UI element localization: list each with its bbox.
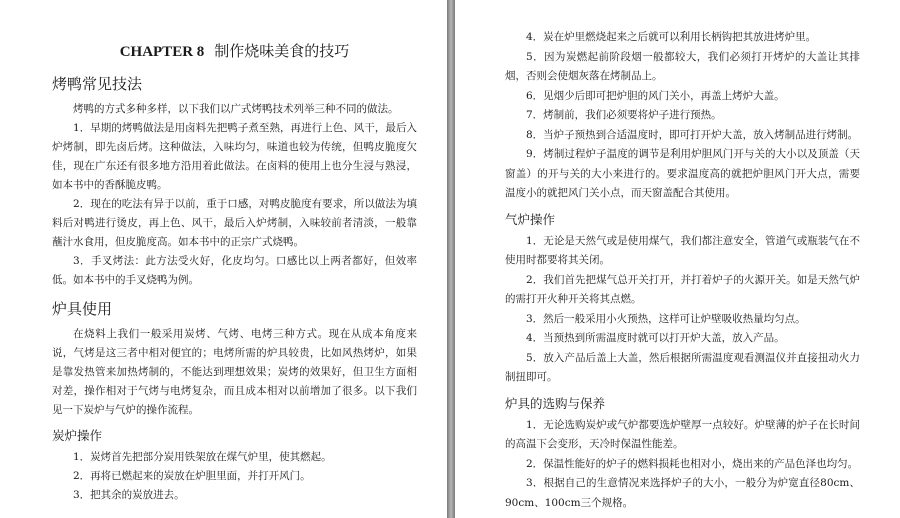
chapter-number: CHAPTER 8 (119, 44, 205, 60)
section-heading-stove-use: 炉具使用 (52, 300, 113, 318)
paragraph: 2．我们首先把煤气总开关打开，并打着炉子的火源开关。如是天然气炉的需打开火种开关将其点燃。 (505, 273, 860, 305)
paragraph: 在烧料上我们一般采用炭烤、气烤、电烤三种方式。现在从成本角度来说，气烤是这三者中相对便宜的；电烤所需的炉具较贵，比如风热烤炉，如果是靠发热管来加热烤制的，不能达到理想效果；炭烤的效果好，但卫生方面相对差，操作相对于气烤与电烤复杂，而且成本相对以前增加了很多。以下我们见一下炭炉与气炉的操作流程。 (52, 328, 417, 416)
paragraph: 烤鸭的方式多种多样，以下我们以广式烤鸭技术列举三种不同的做法。 (73, 103, 399, 115)
paragraph: 9．烤制过程炉子温度的调节是利用炉胆风门开与关的大小以及顶盖（天窗盖）的开与关的大小来进行的。要求温度高的就把炉胆风门开大点，需要温度小的就把风门关小点，而天窗盖配合其使用。 (505, 148, 860, 199)
paragraph: 4．炭在炉里燃烧起来之后就可以利用长柄钩把其放进烤炉里。 (526, 31, 817, 43)
paragraph: 8．当炉子预热到合适温度时，即可打开炉大盖，放入烤制品进行烤制。 (526, 128, 859, 141)
paragraph: 1．早期的烤鸭做法是用卤料先把鸭子煮至熟，再进行上色、风干，最后入炉烤制，即先卤后烤。这种做法，入味均匀，味道也较为传统，但鸭皮脆度欠佳，现在广东还有很多地方沿用着此做法。在卤料的使用上也分生浸与熟浸，如本书中的香酥脆皮鸭。 (52, 122, 417, 191)
page-gutter (447, 0, 455, 518)
section-heading-roast-duck: 烤鸭常见技法 (52, 75, 143, 93)
left-page (0, 0, 447, 518)
subsection-heading-charcoal-stove: 炭炉操作 (52, 428, 103, 443)
paragraph: 2．再将已燃起来的炭放在炉胆里面，并打开风门。 (73, 470, 311, 482)
paragraph: 1．炭烤首先把部分炭用铁架放在煤气炉里，使其燃起。 (73, 451, 332, 463)
chapter-title: 制作烧味美食的技巧 (214, 42, 350, 60)
paragraph: 6．见烟少后即可把炉胆的风门关小，再盖上烤炉大盖。 (526, 89, 785, 102)
paragraph: 3．手叉烤法：此方法受火好，化皮均匀。口感比以上两者都好，但效率低。如本书中的手叉烧鸭为例。 (52, 255, 417, 286)
subsection-heading-gas-stove: 气炉操作 (505, 211, 556, 227)
paragraph: 7．烤制前，我们必须要将炉子进行预热。 (526, 109, 722, 121)
subsection-heading-stove-purchase: 炉具的选购与保养 (505, 395, 606, 411)
chapter-heading (52, 40, 417, 61)
paragraph: 5．放入产品后盖上大盖，然后根据所需温度观看测温仪并直接扭动火力制扭即可。 (505, 351, 860, 383)
paragraph: 2．保温性能好的炉子的燃料损耗也相对小，烧出来的产品色泽也均匀。 (526, 457, 859, 470)
paragraph: 2．现在的吃法有异于以前，重于口感，对鸭皮脆度有要求，所以做法为填料后对鸭进行烫皮，再上色、风干，最后入炉烤制，入味较前者清淡，一般靠蘸汁水食用，但皮脆度高。如本书中的正宗广式烧鸭。 (52, 198, 417, 248)
paragraph: 3．然后一般采用小火预热，这样可让炉壁吸收热量均匀点。 (526, 312, 806, 325)
paragraph: 5．因为炭燃起前阶段烟一般都较大，我们必须打开烤炉的大盖让其排烟，否则会使烟灰落在烤制品上。 (505, 50, 860, 82)
paragraph: 4．当预热到所需温度时就可以打开炉大盖，放入产品。 (526, 332, 785, 344)
paragraph: 1．无论是天然气或是使用煤气，我们都注意安全，管道气或瓶装气在不使用时都要将其关闭。 (505, 234, 860, 266)
paragraph: 1．无论选购炭炉或气炉都要选炉壁厚一点较好。炉壁薄的炉子在长时间的高温下会变形，天冷时保温性能差。 (505, 418, 860, 450)
paragraph: 3．把其余的炭放进去。 (73, 489, 185, 501)
right-page (455, 0, 900, 518)
paragraph: 3．根据自己的生意情况来选择炉子的大小，一般分为炉宽直径80cm、90cm、100cm三个规格。 (505, 477, 860, 509)
